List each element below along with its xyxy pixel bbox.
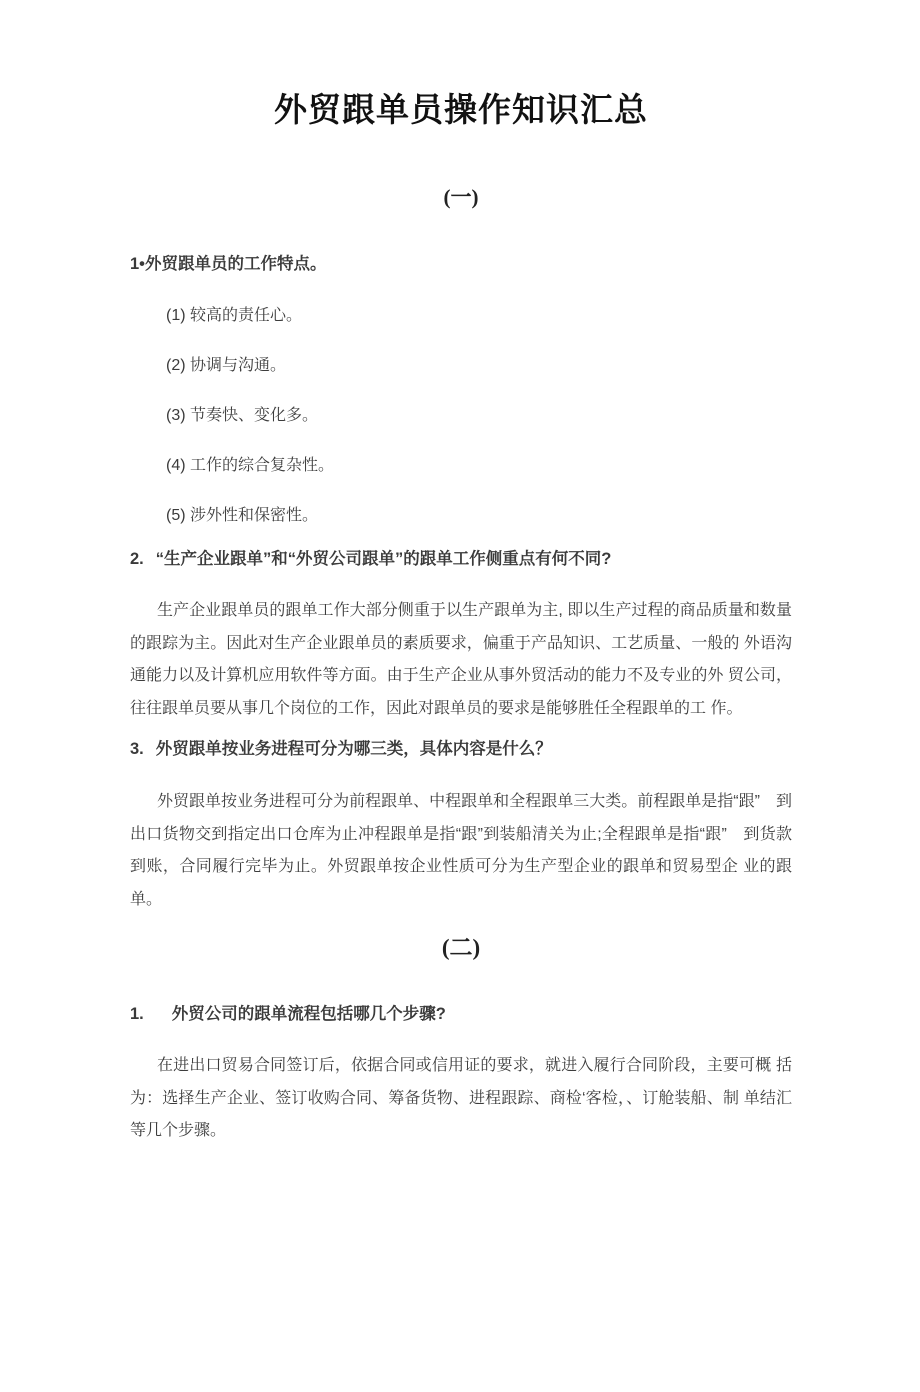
document-title: 外贸跟单员操作知识汇总 xyxy=(274,93,648,129)
list-item-5: (5) 涉外性和保密性。 xyxy=(166,507,319,524)
section-1-heading: (一) xyxy=(443,185,479,209)
question-2 xyxy=(130,549,792,570)
part2-question-1-number: 1. xyxy=(130,1005,144,1023)
question-3-number: 3. xyxy=(130,740,144,758)
answer-3-paragraph: 外贸跟单按业务进程可分为前程跟单、中程跟单和全程跟单三大类。前程跟单是指“跟” 到出口货物交到指定出口仓库为止冲程跟单是指“跟”到装船清关为止;全程跟单是指“跟” 到货款到账，合同履行完毕为止。外贸跟单按企业性质可分为生产型企业的跟单和贸易型企 业的跟单。 xyxy=(130,793,792,908)
question-3 xyxy=(130,739,792,760)
part2-question-1-text: 外贸公司的跟单流程包括哪几个步骤? xyxy=(171,1005,446,1023)
part2-question-1 xyxy=(130,1004,792,1025)
answer-2-paragraph: 生产企业跟单员的跟单工作大部分侧重于以生产跟单为主, 即以生产过程的商品质量和数量的跟踪为主。因此对生产企业跟单员的素质要求，偏重于产品知识、工艺质量、一般的 外语沟通能力以及计算机应用软件等方面。由于生产企业从事外贸活动的能力不及专业的外 贸公司，往往跟单员要从事几个岗位的工作，因此对跟单员的要求是能够胜任全程跟单的工 作。 xyxy=(130,602,792,717)
list-item-2: (2) 协调与沟通。 xyxy=(166,357,287,374)
question-2-number: 2. xyxy=(130,550,144,568)
list-item-1: (1) 较高的责任心。 xyxy=(166,307,303,324)
question-1-text: 外贸跟单员的工作特点。 xyxy=(144,255,327,273)
question-1-number: 1• xyxy=(130,255,145,273)
question-3-text: 外贸跟单按业务进程可分为哪三类，具体内容是什么？ xyxy=(155,740,552,758)
list-item-4: (4) 工作的综合复杂性。 xyxy=(166,457,335,474)
question-2-text: “生产企业跟单”和“外贸公司跟单”的跟单工作侧重点有何不同? xyxy=(155,550,612,568)
document-page xyxy=(0,90,920,1392)
question-1 xyxy=(130,254,792,275)
section-2-heading: (二) xyxy=(441,935,481,960)
list-item-3: (3) 节奏快、变化多。 xyxy=(166,407,319,424)
part2-answer-1-paragraph: 在进出口贸易合同签订后，依据合同或信用证的要求，就进入履行合同阶段，主要可概 括为：选择生产企业、签订收购合同、筹备货物、进程跟踪、商检‘客检，、订舱装船、制 单结汇等几个步骤。 xyxy=(130,1057,792,1139)
